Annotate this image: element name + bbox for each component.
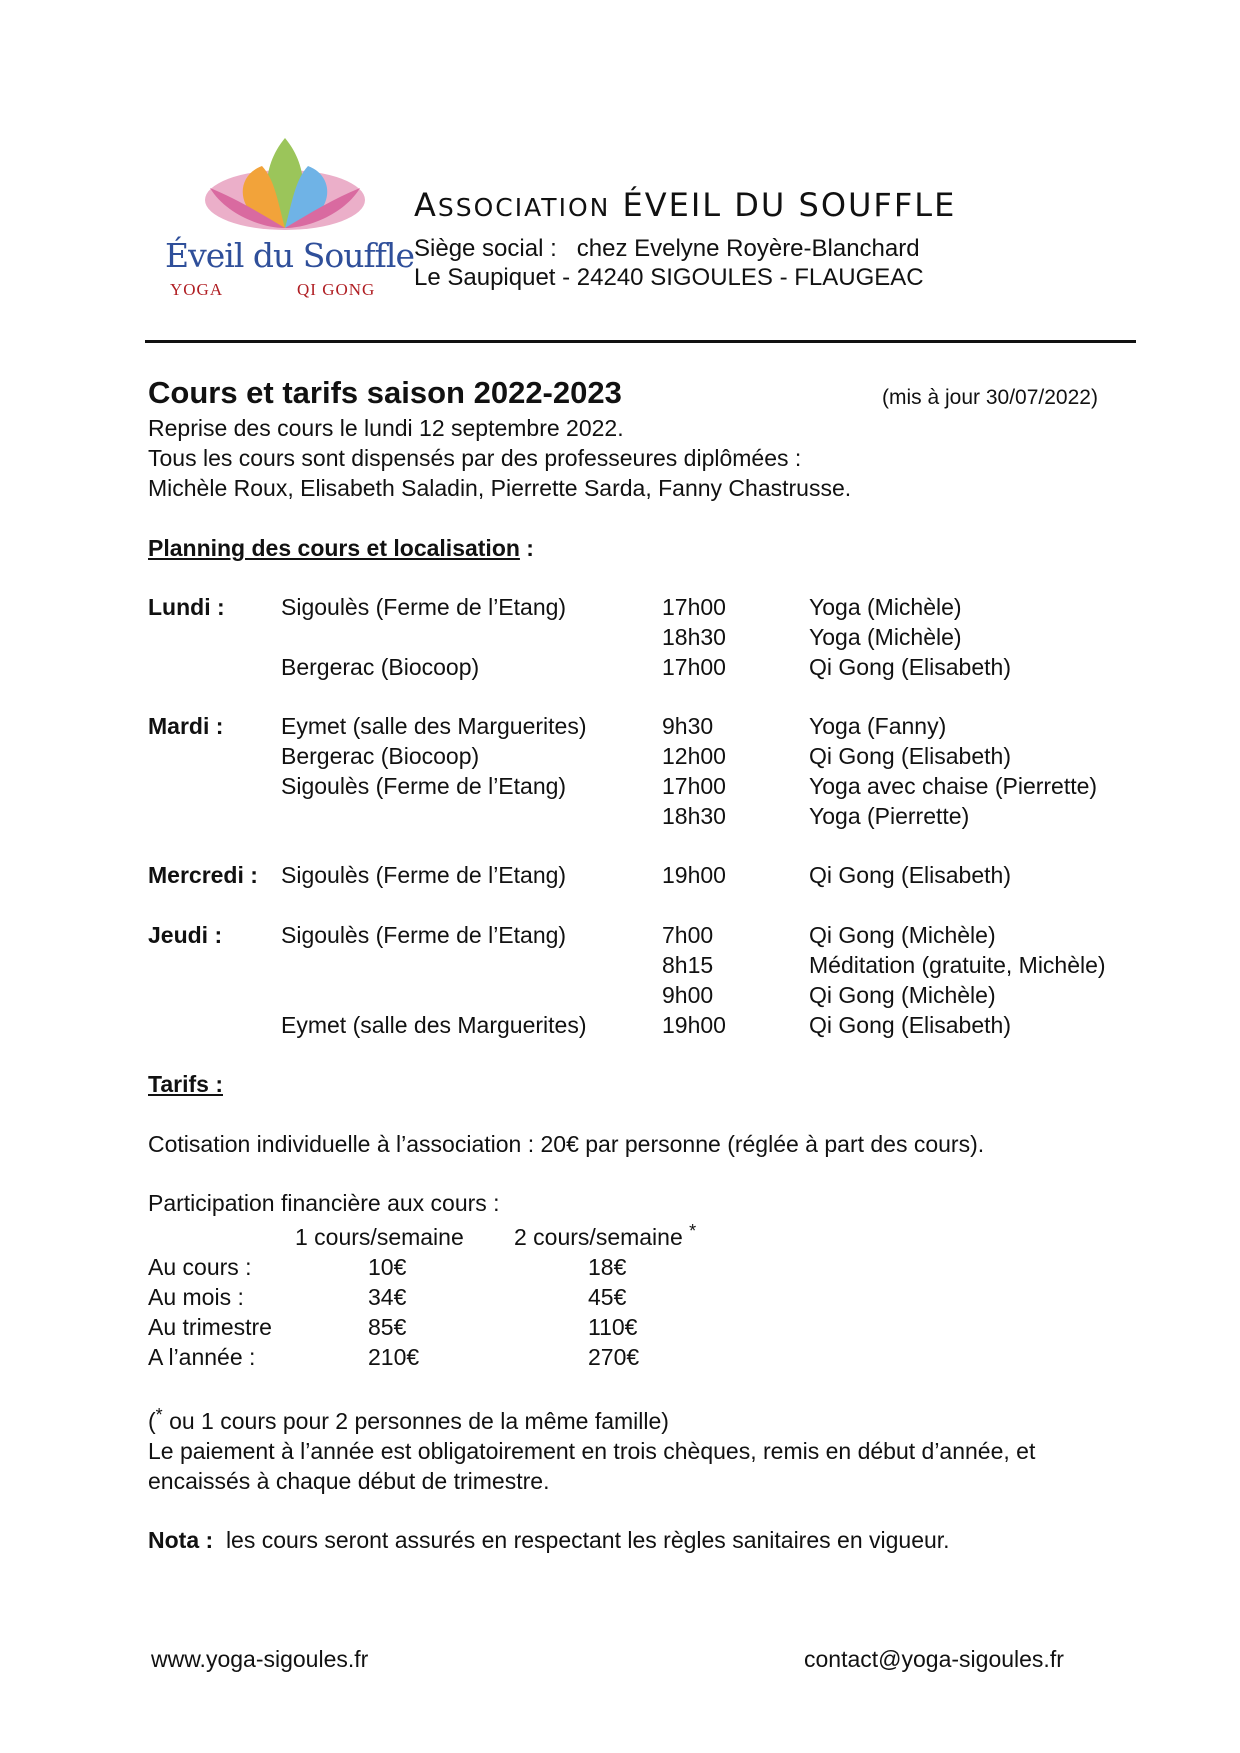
schedule-time: 17h00 xyxy=(662,654,726,680)
schedule-time: 17h00 xyxy=(662,594,726,620)
price-two: 270€ xyxy=(588,1344,640,1370)
planning-heading: Planning des cours et localisation : xyxy=(148,535,534,561)
schedule-location: Eymet (salle des Marguerites) xyxy=(281,1012,587,1038)
intro-line-1: Reprise des cours le lundi 12 septembre 2022. xyxy=(148,415,624,441)
schedule-time: 9h30 xyxy=(662,713,714,739)
intro-line-3: Michèle Roux, Elisabeth Saladin, Pierrette Sarda, Fanny Chastrusse. xyxy=(148,475,852,501)
schedule-time: 9h00 xyxy=(662,982,714,1008)
schedule-location: Sigoulès (Ferme de l’Etang) xyxy=(281,594,567,620)
payment-line-1: Le paiement à l’année est obligatoirement en trois chèques, remis en début d’année, et xyxy=(148,1438,1036,1464)
price-row-label: Au trimestre xyxy=(148,1314,272,1340)
email-link[interactable]: contact@yoga-sigoules.fr xyxy=(804,1646,1064,1672)
participation-text: Participation financière aux cours : xyxy=(148,1190,500,1216)
schedule-day: Jeudi : xyxy=(148,922,223,948)
price-one: 210€ xyxy=(368,1344,420,1370)
schedule-location: Eymet (salle des Marguerites) xyxy=(281,713,587,739)
schedule-course: Qi Gong (Elisabeth) xyxy=(809,654,1011,680)
page-title: Cours et tarifs saison 2022-2023 xyxy=(148,375,622,410)
logo-qigong: QI GONG xyxy=(297,280,376,299)
price-one: 85€ xyxy=(368,1314,407,1340)
schedule-day: Mercredi : xyxy=(148,862,258,888)
schedule-course: Qi Gong (Michèle) xyxy=(809,982,996,1008)
schedule-time: 17h00 xyxy=(662,773,726,799)
price-row-label: A l’année : xyxy=(148,1344,256,1370)
schedule-location: Bergerac (Biocoop) xyxy=(281,654,480,680)
cotisation-text: Cotisation individuelle à l’association : 20€ par personne (réglée à part des cours). xyxy=(148,1131,985,1157)
payment-line-2: encaissés à chaque début de trimestre. xyxy=(148,1468,550,1494)
schedule-course: Yoga avec chaise (Pierrette) xyxy=(809,773,1098,799)
logo-yoga: YOGA xyxy=(170,280,224,299)
price-one: 10€ xyxy=(368,1254,407,1280)
schedule-course: Qi Gong (Elisabeth) xyxy=(809,743,1011,769)
schedule-course: Qi Gong (Elisabeth) xyxy=(809,1012,1011,1038)
tarifs-heading: Tarifs : xyxy=(148,1071,223,1097)
update-date: (mis à jour 30/07/2022) xyxy=(882,386,1098,409)
schedule-location: Bergerac (Biocoop) xyxy=(281,743,480,769)
schedule-time: 19h00 xyxy=(662,862,726,888)
schedule-time: 18h30 xyxy=(662,624,726,650)
siege-social: Siège social : chez Evelyne Royère-Blanchard xyxy=(414,235,920,262)
schedule-course: Yoga (Michèle) xyxy=(809,594,962,620)
lotus-icon xyxy=(190,128,380,240)
price-one: 34€ xyxy=(368,1284,407,1310)
schedule-time: 7h00 xyxy=(662,922,714,948)
price-header-two: 2 cours/semaine * xyxy=(514,1221,697,1250)
address: Le Saupiquet - 24240 SIGOULES - FLAUGEAC xyxy=(414,264,924,291)
schedule-course: Qi Gong (Michèle) xyxy=(809,922,996,948)
schedule-location: Sigoulès (Ferme de l’Etang) xyxy=(281,862,567,888)
schedule-course: Yoga (Pierrette) xyxy=(809,803,970,829)
website-link[interactable]: www.yoga-sigoules.fr xyxy=(151,1646,369,1672)
schedule-time: 8h15 xyxy=(662,952,714,978)
price-row-label: Au cours : xyxy=(148,1254,252,1280)
nota: Nota : les cours seront assurés en respectant les règles sanitaires en vigueur. xyxy=(148,1527,950,1553)
schedule-day: Lundi : xyxy=(148,594,225,620)
schedule-course: Qi Gong (Elisabeth) xyxy=(809,862,1011,888)
price-two: 18€ xyxy=(588,1254,627,1280)
schedule-day: Mardi : xyxy=(148,713,224,739)
logo-name: Éveil du Souffle xyxy=(165,236,414,275)
price-row-label: Au mois : xyxy=(148,1284,244,1310)
association-title: ASSOCIATION ÉVEIL DU SOUFFLE xyxy=(414,186,957,224)
schedule-location: Sigoulès (Ferme de l’Etang) xyxy=(281,922,567,948)
asterisk-note: (* ou 1 cours pour 2 personnes de la même famille) xyxy=(148,1405,669,1434)
schedule-time: 19h00 xyxy=(662,1012,726,1038)
header-divider xyxy=(145,340,1136,343)
intro-line-2: Tous les cours sont dispensés par des professeures diplômées : xyxy=(148,445,802,471)
price-two: 45€ xyxy=(588,1284,627,1310)
schedule-course: Méditation (gratuite, Michèle) xyxy=(809,952,1106,978)
price-header-one: 1 cours/semaine xyxy=(295,1224,464,1250)
schedule-time: 18h30 xyxy=(662,803,726,829)
schedule-course: Yoga (Fanny) xyxy=(809,713,947,739)
association-logo xyxy=(160,128,414,303)
schedule-course: Yoga (Michèle) xyxy=(809,624,962,650)
schedule-location: Sigoulès (Ferme de l’Etang) xyxy=(281,773,567,799)
price-two: 110€ xyxy=(588,1314,638,1340)
schedule-time: 12h00 xyxy=(662,743,726,769)
